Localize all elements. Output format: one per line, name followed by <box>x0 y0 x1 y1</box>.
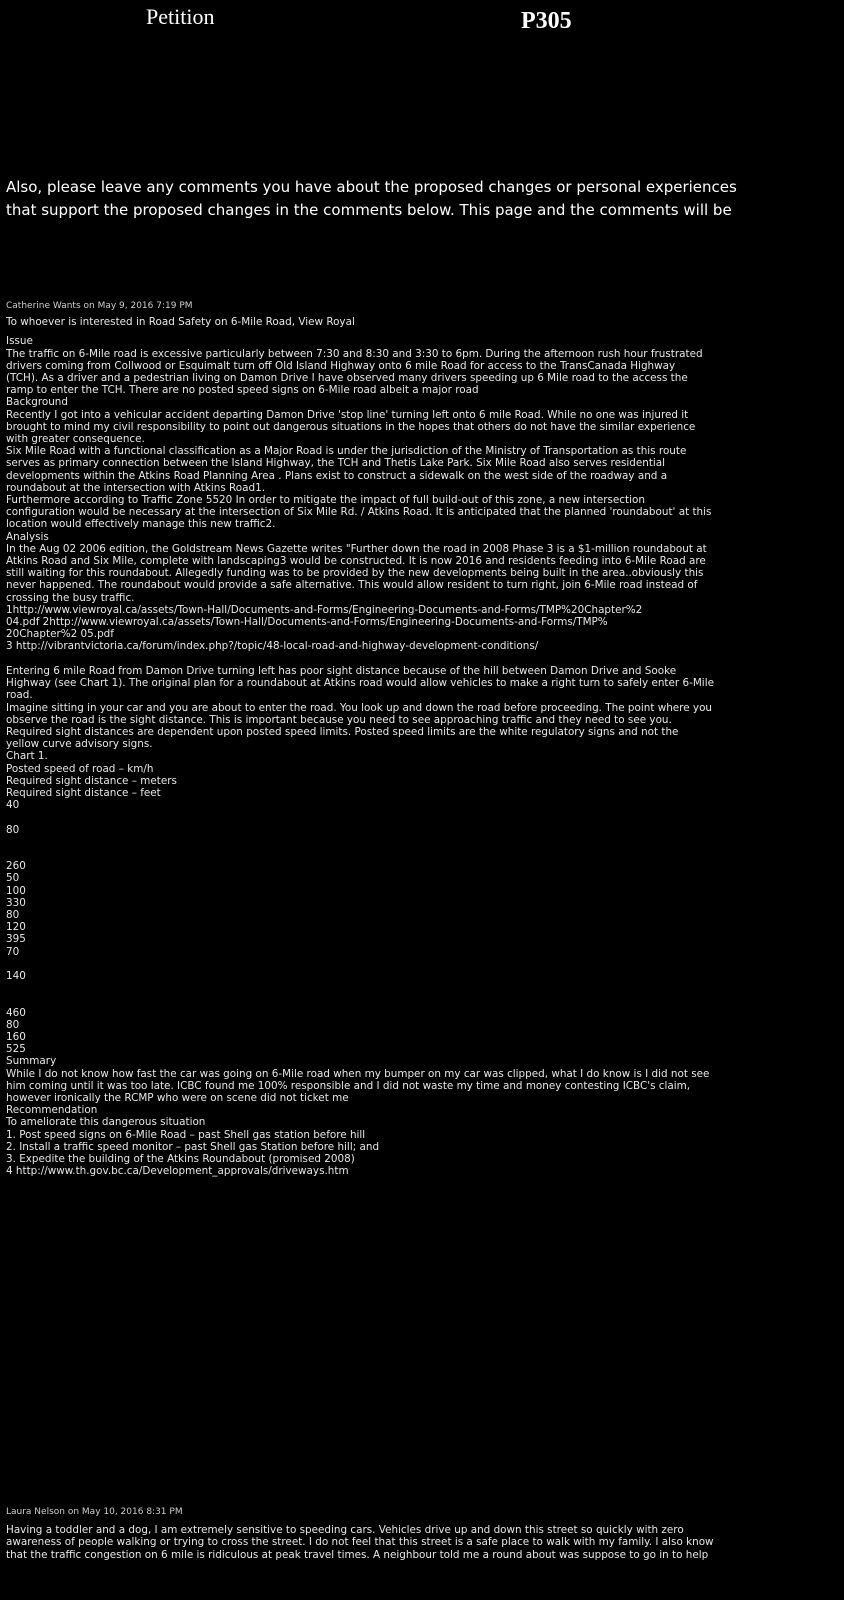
comment-line: 525 <box>6 1043 26 1056</box>
comment-line: awareness of people walking or trying to cross the street. I do not feel that this street is a safe place to walk with my family. I also know <box>6 1536 714 1549</box>
comment-line: ￼460 <box>6 1006 26 1019</box>
comment-line: Having a toddler and a dog, I am extremely sensitive to speeding cars. Vehicles drive up and down this street so quickly with zero <box>6 1524 684 1537</box>
comment-line: drivers coming from Collwood or Esquimalt turn off Old Island Highway onto 6 mile Road for access to the TransCanada Highway <box>6 359 676 372</box>
comment-line: ramp to enter the TCH. There are no posted speed signs on 6-Mile road albeit a major road <box>6 384 479 397</box>
comment-line <box>6 848 838 860</box>
comment-body <box>6 1524 838 1561</box>
comment-line <box>6 994 838 1006</box>
comment-line: brought to mind my civil responsibility to point out dangerous situations in the hopes that others do not have the similar experience <box>6 420 696 433</box>
comment-line: 395 <box>6 933 26 946</box>
comment-line: Recommendation <box>6 1104 98 1117</box>
comment-line: 2. Install a traffic speed monitor – past Shell gas Station before hill; and <box>6 1140 380 1153</box>
comment-line: configuration would be necessary at the intersection of Six Mile Rd. / Atkins Road. It is anticipated that the planned 'roundabout' at this <box>6 506 712 519</box>
comment-meta: Laura Nelson on May 10, 2016 8:31 PM <box>6 1507 183 1517</box>
comment-line <box>6 836 838 848</box>
comment-line: observe the road is the sight distance. This is important because you need to see approaching traffic and they need to see you. <box>6 713 672 726</box>
comment-line: Atkins Road and Six Mile, complete with landscaping3 would be constructed. It is now 2016 and residents feeding into 6-Mile Road are <box>6 555 706 568</box>
header-page-code: P305 <box>521 8 572 34</box>
comment-line: 100 <box>6 884 26 897</box>
comment-line: 70 <box>6 945 20 958</box>
comment-line: Imagine sitting in your car and you are about to enter the road. You look up and down the road before proceeding. The point where you <box>6 701 713 714</box>
comment-line <box>6 811 838 823</box>
comment-line: ￼140 <box>6 969 26 982</box>
comment-laura <box>6 1506 838 1561</box>
comment-address: To whoever is interested in Road Safety on 6-Mile Road, View Royal <box>6 316 355 329</box>
comment-line: with greater consequence. <box>6 433 145 446</box>
comment-line: ￼80 <box>6 823 20 836</box>
comment-line: ￼80 <box>6 1018 20 1031</box>
comment-line: Six Mile Road with a functional classification as a Major Road is under the jurisdiction of the Ministry of Transportation as this route <box>6 445 687 458</box>
comment-line: ￼50 <box>6 872 20 885</box>
comment-line: The traffic on 6-Mile road is excessive particularly between 7:30 and 8:30 and 3:30 to 6pm. During the afternoon rush hour frustrated <box>6 347 703 360</box>
comment-line: (TCH). As a driver and a pedestrian living on Damon Drive I have observed many drivers speeding up 6 Mile road to the access the <box>6 372 688 385</box>
comment-line: roundabout at the intersection with Atkins Road1. <box>6 481 266 494</box>
comment-line: 120 <box>6 921 26 934</box>
comment-line: ￼Chart 1. <box>6 750 48 763</box>
comment-line: developments within the Atkins Road Planning Area . Plans exist to construct a sidewalk on the west side of the roadway and a <box>6 469 668 482</box>
header-petition: Petition <box>146 4 215 29</box>
comment-line <box>6 982 838 994</box>
comment-line: Summary <box>6 1055 57 1068</box>
comment-catherine <box>6 300 838 1177</box>
comment-line: To ameliorate this dangerous situation <box>6 1116 206 1129</box>
comment-line: 1. Post speed signs on 6-Mile Road – past Shell gas station before hill <box>6 1128 366 1141</box>
comment-line: Furthermore according to Traffic Zone 5520 In order to mitigate the impact of full build-out of this zone, a new intersection <box>6 494 645 507</box>
comment-line: Issue <box>6 335 33 348</box>
comment-line: Recently I got into a vehicular accident departing Damon Drive 'stop line' turning left onto 6 mile Road. While no one was injured it <box>6 408 689 421</box>
comment-line: 20Chapter%2 05.pdf <box>6 628 114 641</box>
comment-line: road. <box>6 689 33 702</box>
comment-line: 3. Expedite the building of the Atkins Roundabout (promised 2008) <box>6 1153 355 1166</box>
comment-line: Analysis <box>6 530 49 543</box>
comment-line: Required sight distances are dependent upon posted speed limits. Posted speed limits are the white regulatory signs and not the <box>6 725 679 738</box>
intro-line: Also, please leave any comments you have about the proposed changes or personal experiences <box>6 178 737 196</box>
comment-line: however ironically the RCMP who were on scene did not ticket me <box>6 1092 349 1104</box>
comment-line: Posted speed of road – km/h <box>6 762 154 775</box>
comment-line: ￼260 <box>6 860 26 873</box>
intro-line: that support the proposed changes in the comments below. This page and the comments will be <box>6 201 732 219</box>
comment-line: 1http://www.viewroyal.ca/assets/Town-Hall/Documents-and-Forms/Engineering-Documents-and-Forms/TMP%20Chapter%2 <box>6 603 643 616</box>
comment-line: never happened. The roundabout would provide a safe alternative. This would allow resident to turn right, join 6-Mile road instead of <box>6 579 698 592</box>
comment-line: crossing the busy traffic. <box>6 591 135 604</box>
comment-line: 160 <box>6 1030 26 1043</box>
comment-line: In the Aug 02 2006 edition, the Goldstream News Gazette writes "Further down the road in 2008 Phase 3 is a $1-million roundabout at <box>6 542 707 555</box>
comment-line: Highway (see Chart 1). The original plan for a roundabout at Atkins road would allow vehicles to make a right turn to safely enter 6-Mile <box>6 677 714 690</box>
comment-line: Required sight distance – meters <box>6 774 177 787</box>
comment-line: location would effectively manage this new traffic2. <box>6 518 276 531</box>
comment-line: yellow curve advisory signs. <box>6 738 153 751</box>
comment-line: Required sight distance – feet <box>6 786 161 799</box>
comment-line: 40 <box>6 799 20 812</box>
comment-line: While I do not know how fast the car was going on 6-Mile road when my bumper on my car was clipped, what I do know is I did not see <box>6 1067 710 1080</box>
comment-meta: Catherine Wants on May 9, 2016 7:19 PM <box>6 301 193 311</box>
comment-line <box>6 653 838 665</box>
comment-line: 4 http://www.th.gov.bc.ca/Development_approvals/driveways.htm <box>6 1165 349 1178</box>
comment-line: 04.pdf 2http://www.viewroyal.ca/assets/Town-Hall/Documents-and-Forms/Engineering-Documents-and-Forms/TMP% <box>6 616 608 629</box>
comment-line: 3 http://vibrantvictoria.ca/forum/index.php?/topic/48-local-road-and-highway-development-conditions/ <box>6 640 539 653</box>
comment-body <box>6 335 838 1177</box>
comment-line: Entering 6 mile Road from Damon Drive turning left has poor sight distance because of the hill between Damon Drive and Sooke <box>6 664 677 677</box>
comment-line: him coming until it was too late. ICBC found me 100% responsible and I did not waste my time and money contesting ICBC's claim, <box>6 1079 691 1092</box>
comment-line: Background <box>6 396 68 409</box>
intro-paragraph <box>6 176 836 222</box>
comment-line: serves as primary connection between the Island Highway, the TCH and Thetis Lake Park. Six Mile Road also serves residential <box>6 457 666 470</box>
comment-line <box>6 958 838 970</box>
comment-line: still waiting for this roundabout. Allegedly funding was to be provided by the new developments being built in the area..obviously this <box>6 567 704 580</box>
comment-line: 330 <box>6 896 26 909</box>
comment-line: that the traffic congestion on 6 mile is ridiculous at peak travel times. A neighbour told me a round about was suppose to go in to help <box>6 1548 709 1561</box>
comment-line: 80 <box>6 908 20 921</box>
